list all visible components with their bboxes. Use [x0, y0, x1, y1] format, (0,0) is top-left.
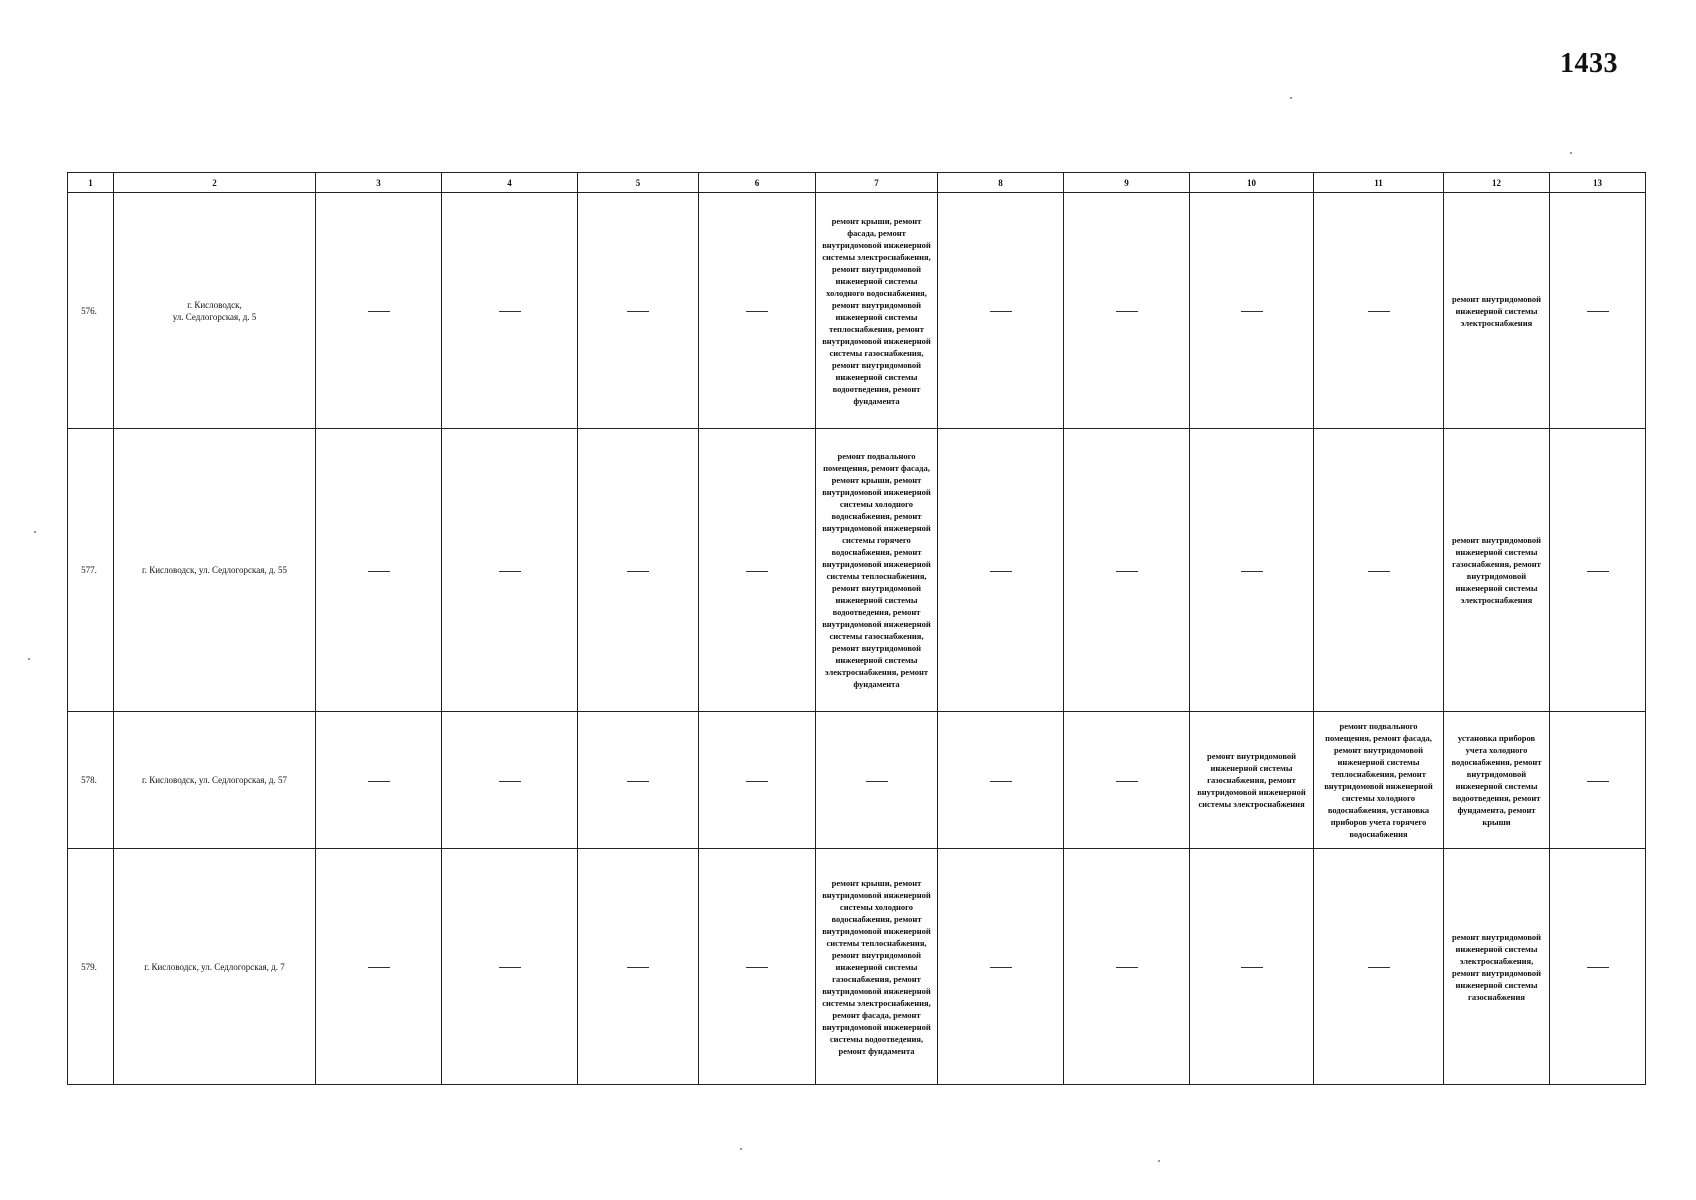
- empty-cell: [816, 712, 938, 849]
- column-number-11: 11: [1314, 173, 1444, 193]
- dash-mark: [627, 571, 649, 572]
- scan-speck: [1158, 1160, 1160, 1162]
- empty-cell: [1314, 849, 1444, 1085]
- row-number: 579.: [68, 849, 114, 1085]
- column-number-8: 8: [938, 173, 1064, 193]
- empty-cell: [938, 429, 1064, 712]
- work-description-cell: [816, 429, 938, 712]
- dash-mark: [1116, 781, 1138, 782]
- empty-cell: [1064, 712, 1190, 849]
- row-number: 576.: [68, 193, 114, 429]
- dash-mark: [368, 571, 390, 572]
- work-description-cell: [816, 849, 938, 1085]
- row-number: 578.: [68, 712, 114, 849]
- empty-cell: [1064, 849, 1190, 1085]
- empty-cell: [938, 849, 1064, 1085]
- dash-mark: [1587, 571, 1609, 572]
- column-number-4: 4: [442, 173, 578, 193]
- dash-mark: [1368, 967, 1390, 968]
- empty-cell: [938, 193, 1064, 429]
- empty-cell: [442, 193, 578, 429]
- dash-mark: [368, 967, 390, 968]
- page-number: 1433: [1560, 48, 1618, 79]
- empty-cell: [699, 712, 816, 849]
- dash-mark: [499, 781, 521, 782]
- table-row: [68, 193, 1646, 429]
- empty-cell: [1550, 712, 1646, 849]
- table-row: [68, 712, 1646, 849]
- empty-cell: [578, 193, 699, 429]
- dash-mark: [627, 311, 649, 312]
- dash-mark: [1368, 571, 1390, 572]
- scan-speck: [740, 1148, 742, 1150]
- dash-mark: [499, 311, 521, 312]
- work-description-cell: [1444, 712, 1550, 849]
- repair-schedule-table: [67, 172, 1646, 1085]
- dash-mark: [1116, 311, 1138, 312]
- scan-speck: [34, 531, 36, 533]
- dash-mark: [1241, 967, 1263, 968]
- work-description-text: ремонт внутридомовой инженерной системы электроснабжения, ремонт внутридомовой инженерной системы газоснабжения: [1451, 931, 1542, 1002]
- empty-cell: [1550, 849, 1646, 1085]
- work-description-cell: [1444, 429, 1550, 712]
- table-body: [68, 173, 1646, 1085]
- dash-mark: [746, 781, 768, 782]
- column-number-6: 6: [699, 173, 816, 193]
- dash-mark: [1241, 311, 1263, 312]
- empty-cell: [1550, 193, 1646, 429]
- empty-cell: [316, 193, 442, 429]
- address-cell: г. Кисловодск, ул. Седлогорская, д. 7: [114, 849, 316, 1085]
- work-description-cell: [1444, 193, 1550, 429]
- work-description-text: ремонт внутридомовой инженерной системы электроснабжения: [1451, 293, 1542, 328]
- dash-mark: [499, 571, 521, 572]
- empty-cell: [442, 429, 578, 712]
- empty-cell: [1190, 429, 1314, 712]
- empty-cell: [578, 712, 699, 849]
- column-number-1: 1: [68, 173, 114, 193]
- work-description-text: ремонт подвального помещения, ремонт фасада, ремонт внутридомовой инженерной системы теплоснабжения, ремонт внутридомовой инженерной системы холодного водоснабжения, установка приборов учета горячего водоснабжения: [1324, 721, 1433, 839]
- empty-cell: [316, 849, 442, 1085]
- dash-mark: [990, 311, 1012, 312]
- dash-mark: [1587, 311, 1609, 312]
- dash-mark: [990, 571, 1012, 572]
- scan-speck: [28, 658, 30, 660]
- empty-cell: [1190, 849, 1314, 1085]
- row-number: 577.: [68, 429, 114, 712]
- empty-cell: [578, 849, 699, 1085]
- empty-cell: [316, 429, 442, 712]
- work-description-text: ремонт крыши, ремонт фасада, ремонт внутридомовой инженерной системы электроснабжения, ремонт внутридомовой инженерной системы холодного водоснабжения, ремонт внутридомовой инженерной системы теплоснабжения, ремонт внутридомовой инженерной системы газоснабжения, ремонт внутридомовой инженерной системы водоотведения, ремонт фундамента: [822, 215, 931, 406]
- work-description-text: ремонт внутридомовой инженерной системы газоснабжения, ремонт внутридомовой инженерной системы электроснабжения: [1197, 751, 1306, 809]
- empty-cell: [1064, 429, 1190, 712]
- address-cell: г. Кисловодск, ул. Седлогорская, д. 5: [114, 193, 316, 429]
- column-number-3: 3: [316, 173, 442, 193]
- empty-cell: [1550, 429, 1646, 712]
- address-cell: г. Кисловодск, ул. Седлогорская, д. 57: [114, 712, 316, 849]
- dash-mark: [1587, 967, 1609, 968]
- work-description-cell: [1444, 849, 1550, 1085]
- column-number-12: 12: [1444, 173, 1550, 193]
- work-description-cell: [1190, 712, 1314, 849]
- empty-cell: [699, 849, 816, 1085]
- dash-mark: [499, 967, 521, 968]
- dash-mark: [990, 967, 1012, 968]
- column-number-7: 7: [816, 173, 938, 193]
- work-description-cell: [816, 193, 938, 429]
- dash-mark: [1116, 571, 1138, 572]
- dash-mark: [368, 781, 390, 782]
- dash-mark: [746, 311, 768, 312]
- table-row: [68, 429, 1646, 712]
- empty-cell: [316, 712, 442, 849]
- dash-mark: [627, 781, 649, 782]
- dash-mark: [746, 967, 768, 968]
- scan-speck: [1570, 152, 1572, 154]
- empty-cell: [1064, 193, 1190, 429]
- dash-mark: [627, 967, 649, 968]
- table-row: [68, 849, 1646, 1085]
- work-description-text: установка приборов учета холодного водоснабжения, ремонт внутридомовой инженерной системы водоотведения, ремонт фундамента, ремонт крыши: [1451, 733, 1542, 827]
- dash-mark: [990, 781, 1012, 782]
- scan-speck: [1290, 97, 1292, 99]
- work-description-text: ремонт подвального помещения, ремонт фасада, ремонт крыши, ремонт внутридомовой инженерной системы холодного водоснабжения, ремонт внутридомовой инженерной системы горячего водоснабжения, ремонт внутридомовой инженерной системы теплоснабжения, ремонт внутридомовой инженерной системы водоотведения, ремонт внутридомовой инженерной системы газоснабжения, ремонт внутридомовой инженерной системы электроснабжения, ремонт фундамента: [822, 451, 931, 689]
- column-number-5: 5: [578, 173, 699, 193]
- work-description-cell: [1314, 712, 1444, 849]
- dash-mark: [746, 571, 768, 572]
- empty-cell: [938, 712, 1064, 849]
- address-cell: г. Кисловодск, ул. Седлогорская, д. 55: [114, 429, 316, 712]
- dash-mark: [368, 311, 390, 312]
- empty-cell: [442, 712, 578, 849]
- dash-mark: [1241, 571, 1263, 572]
- empty-cell: [1190, 193, 1314, 429]
- column-number-2: 2: [114, 173, 316, 193]
- empty-cell: [1314, 429, 1444, 712]
- dash-mark: [866, 781, 888, 782]
- dash-mark: [1368, 311, 1390, 312]
- work-description-text: ремонт крыши, ремонт внутридомовой инженерной системы холодного водоснабжения, ремонт внутридомовой инженерной системы теплоснабжения, ремонт внутридомовой инженерной системы газоснабжения, ремонт внутридомовой инженерной системы электроснабжения, ремонт фасада, ремонт внутридомовой инженерной системы водоотведения, ремонт фундамента: [822, 877, 931, 1056]
- empty-cell: [1314, 193, 1444, 429]
- dash-mark: [1116, 967, 1138, 968]
- column-number-row: [68, 173, 1646, 193]
- dash-mark: [1587, 781, 1609, 782]
- column-number-9: 9: [1064, 173, 1190, 193]
- work-description-text: ремонт внутридомовой инженерной системы газоснабжения, ремонт внутридомовой инженерной системы электроснабжения: [1451, 535, 1542, 605]
- empty-cell: [442, 849, 578, 1085]
- empty-cell: [578, 429, 699, 712]
- empty-cell: [699, 429, 816, 712]
- empty-cell: [699, 193, 816, 429]
- column-number-10: 10: [1190, 173, 1314, 193]
- column-number-13: 13: [1550, 173, 1646, 193]
